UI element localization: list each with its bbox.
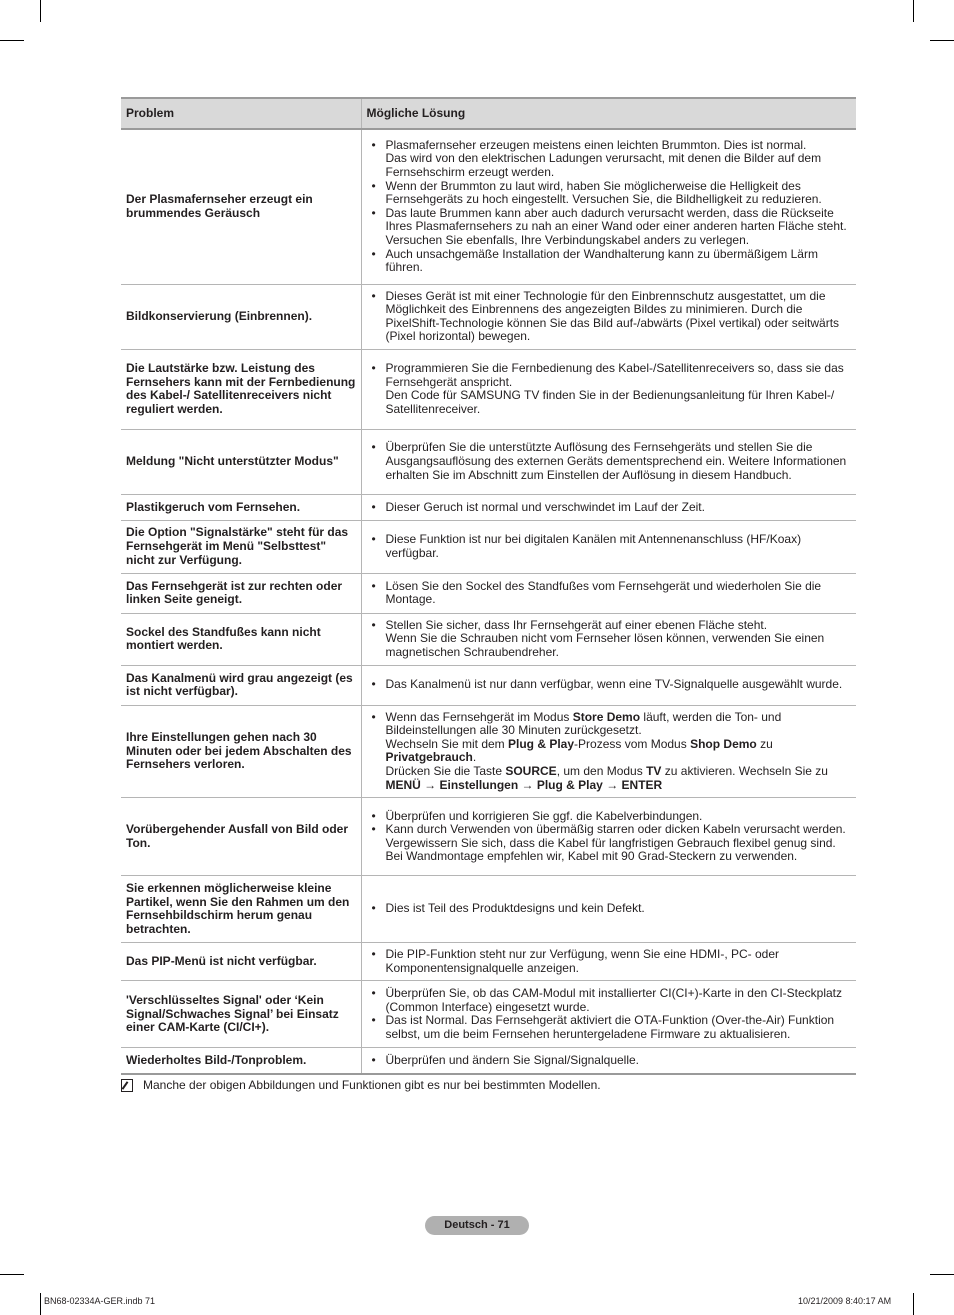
crop-mark bbox=[0, 40, 24, 41]
solution-item bbox=[370, 248, 852, 275]
problem-cell: Die Lautstärke bzw. Leistung des Fernsehers kann mit der Fernbedienung des Kabel-/ Satellitenreceivers nicht reguliert werden. bbox=[121, 349, 361, 429]
text-run: Wenn das Fernsehgerät im Modus bbox=[385, 709, 573, 724]
header-solution: Mögliche Lösung bbox=[361, 98, 856, 129]
footer-file-info: BN68-02334A-GER.indb 71 bbox=[44, 1296, 156, 1306]
solution-text: • Das ist Normal. Das Fernsehgerät aktiviert die OTA-Funktion (Over-the-Air) Funktion selbst, um die beim Fernsehen heruntergeladene Firmware zu aktualisieren. bbox=[385, 1013, 835, 1041]
table-row bbox=[121, 129, 856, 284]
solution-text bbox=[386, 738, 852, 765]
solution-list bbox=[370, 533, 852, 560]
solution-text: • Überprüfen Sie die unterstützte Auflösung des Fernsehgeräts und stellen Sie die Ausgangsauflösung des externen Geräts dementsprechend ein. Weitere Informationen erhalten Sie im Abschnitt zum Einstellen der Auflösung in diesem Handbuch. bbox=[385, 440, 847, 482]
solution-text: • Kann durch Verwenden von übermäßig starren oder dicken Kabeln verursacht werden. Vergewissern Sie sich, dass die Kabel für langfristigen Gebrauch flexibel genug sind. Bei Wandmontage empfehlen wir, Kabel mit 90 Grad-Steckern zu verwenden. bbox=[385, 822, 846, 864]
solution-cell bbox=[361, 943, 856, 981]
table-row bbox=[121, 429, 856, 494]
keyword: TV bbox=[646, 764, 662, 779]
crop-mark bbox=[913, 0, 914, 22]
text-run: läuft, werden die Ton- und Bildeinstellungen alle 30 Minuten zurückgesetzt. bbox=[385, 709, 782, 738]
solution-item bbox=[370, 441, 852, 482]
solution-list bbox=[370, 139, 852, 275]
solution-list bbox=[370, 902, 852, 916]
text-run: , um den Modus bbox=[556, 764, 647, 779]
problem-cell: Die Option "Signalstärke" steht für das Fernsehgerät im Menü "Selbsttest" nicht zur Verfügung. bbox=[121, 520, 361, 573]
keyword: Store Demo bbox=[572, 709, 641, 724]
table-row bbox=[121, 284, 856, 349]
solution-cell bbox=[361, 520, 856, 573]
table-row bbox=[121, 1048, 856, 1074]
solution-cell bbox=[361, 573, 856, 613]
problem-cell: Der Plasmafernseher erzeugt ein brummendes Geräusch bbox=[121, 129, 361, 284]
table-row bbox=[121, 665, 856, 705]
solution-item bbox=[370, 180, 852, 207]
solution-list bbox=[370, 619, 852, 660]
solution-cell bbox=[361, 613, 856, 665]
crop-mark bbox=[0, 1274, 24, 1275]
problem-cell: 'Verschlüsseltes Signal' oder ‘Kein Signal/Schwaches Signal’ bei Einsatz einer CAM-Karte (CI/CI+). bbox=[121, 981, 361, 1048]
solution-item bbox=[370, 501, 852, 515]
keyword: MENÜ → Einstellungen → Plug & Play → ENTER bbox=[385, 777, 663, 792]
solution-list bbox=[370, 711, 852, 793]
solution-item bbox=[370, 580, 852, 607]
solution-cell bbox=[361, 876, 856, 943]
solution-text bbox=[386, 711, 852, 738]
table-row bbox=[121, 798, 856, 876]
solution-item bbox=[370, 823, 852, 864]
text-run: Wechseln Sie mit dem bbox=[385, 736, 508, 751]
text-run: Drücken Sie die Taste bbox=[385, 764, 506, 779]
solution-list bbox=[370, 580, 852, 607]
problem-cell: Vorübergehender Ausfall von Bild oder Ton. bbox=[121, 798, 361, 876]
solution-list bbox=[370, 948, 852, 975]
solution-text: • Stellen Sie sicher, dass Ihr Fernsehgerät auf einer ebenen Fläche steht. bbox=[385, 617, 768, 632]
keyword: SOURCE bbox=[505, 764, 557, 779]
solution-text: • Überprüfen und ändern Sie Signal/Signalquelle. bbox=[385, 1052, 640, 1067]
problem-cell: Das Fernsehgerät ist zur rechten oder linken Seite geneigt. bbox=[121, 573, 361, 613]
solution-item bbox=[370, 1014, 852, 1041]
solution-item bbox=[370, 139, 852, 180]
crop-mark bbox=[930, 1274, 954, 1275]
problem-cell: Das PIP-Menü ist nicht verfügbar. bbox=[121, 943, 361, 981]
keyword: Plug & Play bbox=[508, 736, 575, 751]
solution-list bbox=[370, 290, 852, 344]
solution-text bbox=[386, 765, 852, 792]
table-row bbox=[121, 876, 856, 943]
solution-cell bbox=[361, 798, 856, 876]
solution-text: • Diese Funktion ist nur bei digitalen Kanälen mit Antennenanschluss (HF/Koax) verfügbar. bbox=[385, 532, 802, 560]
solution-list bbox=[370, 501, 852, 515]
problem-cell: Ihre Einstellungen gehen nach 30 Minuten oder bei jedem Abschalten des Fernsehers verloren. bbox=[121, 705, 361, 798]
solution-text: • Das Kanalmenü ist nur dann verfügbar, wenn eine TV-Signalquelle ausgewählt wurde. bbox=[385, 677, 843, 692]
solution-item bbox=[370, 711, 852, 793]
solution-text: • Dieser Geruch ist normal und verschwindet im Lauf der Zeit. bbox=[385, 499, 705, 514]
crop-mark bbox=[913, 1293, 914, 1315]
text-run: zu bbox=[756, 736, 773, 751]
solution-text: • Überprüfen und korrigieren Sie ggf. die Kabelverbindungen. bbox=[385, 808, 703, 823]
solution-list bbox=[370, 441, 852, 482]
problem-cell: Plastikgeruch vom Fernsehen. bbox=[121, 494, 361, 520]
solution-item bbox=[370, 362, 852, 416]
solution-cell bbox=[361, 129, 856, 284]
table-row bbox=[121, 349, 856, 429]
solution-text: • Überprüfen Sie, ob das CAM-Modul mit installierter CI(CI+)-Karte in den CI-Steckplatz (Common Interface) eingesetzt wurde. bbox=[385, 986, 843, 1014]
problem-cell: Wiederholtes Bild-/Tonproblem. bbox=[121, 1048, 361, 1074]
crop-mark bbox=[40, 1293, 41, 1315]
problem-cell: Das Kanalmenü wird grau angezeigt (es ist nicht verfügbar). bbox=[121, 665, 361, 705]
solution-text: • Dieses Gerät ist mit einer Technologie für den Einbrennschutz ausgestattet, um die Möglichkeit des Einbrennens des angezeigten Bildes zu minimieren. Durch die PixelShift-Technologie können Sie das Bild auf-/abwärts (Pixel vertikal) oder seitwärts (Pixel horizontal) bewegen. bbox=[385, 288, 840, 344]
table-row bbox=[121, 981, 856, 1048]
text-run: zu aktivieren. Wechseln Sie zu bbox=[661, 764, 828, 779]
keyword: Shop Demo bbox=[690, 736, 757, 751]
solution-item bbox=[370, 902, 852, 916]
table-row bbox=[121, 520, 856, 573]
keyword: Privatgebrauch bbox=[385, 750, 473, 765]
table-row bbox=[121, 705, 856, 798]
problem-cell: Sie erkennen möglicherweise kleine Partikel, wenn Sie den Rahmen um den Fernsehbildschirm herum genau betrachten. bbox=[121, 876, 361, 943]
footnote-text: Manche der obigen Abbildungen und Funktionen gibt es nur bei bestimmten Modellen. bbox=[143, 1078, 601, 1092]
solution-list bbox=[370, 678, 852, 692]
solution-text: • Die PIP-Funktion steht nur zur Verfügung, wenn Sie eine HDMI-, PC- oder Komponentensignalquelle anzeigen. bbox=[385, 947, 780, 975]
solution-text: Wenn Sie die Schrauben nicht vom Fernseher lösen können, verwenden Sie einen magnetischen Schraubendreher. bbox=[385, 631, 825, 660]
solution-text: • Lösen Sie den Sockel des Standfußes vom Fernsehgerät und wiederholen Sie die Montage. bbox=[385, 578, 822, 607]
solution-text: • Dies ist Teil des Produktdesigns und kein Defekt. bbox=[385, 901, 645, 916]
solution-list bbox=[370, 1054, 852, 1068]
table-row bbox=[121, 494, 856, 520]
solution-list bbox=[370, 987, 852, 1041]
solution-item bbox=[370, 290, 852, 344]
solution-cell bbox=[361, 1048, 856, 1074]
crop-mark bbox=[40, 0, 41, 22]
solution-text: • Auch unsachgemäße Installation der Wandhalterung kann zu übermäßigem Lärm führen. bbox=[385, 246, 818, 275]
solution-text: Das wird von den elektrischen Ladungen verursacht, mit denen die Bilder auf dem Fernsehschirm erzeugt werden. bbox=[385, 151, 822, 179]
solution-cell bbox=[361, 429, 856, 494]
solution-cell bbox=[361, 284, 856, 349]
footnote bbox=[121, 1078, 601, 1092]
note-pencil-icon bbox=[121, 1079, 133, 1092]
solution-cell bbox=[361, 705, 856, 798]
solution-cell bbox=[361, 981, 856, 1048]
solution-cell bbox=[361, 665, 856, 705]
solution-text: • Wenn der Brummton zu laut wird, haben Sie möglicherweise die Helligkeit des Fernsehgeräts zu hoch eingestellt. Versuchen Sie, die Bildhelligkeit zu reduzieren. bbox=[385, 178, 822, 207]
solution-cell bbox=[361, 494, 856, 520]
solution-text: • Plasmafernseher erzeugen meistens einen leichten Brummton. Dies ist normal. bbox=[385, 137, 807, 152]
troubleshooting-table bbox=[121, 97, 856, 1075]
text-run: -Prozess vom Modus bbox=[574, 736, 691, 751]
solution-item bbox=[370, 619, 852, 660]
solution-item bbox=[370, 810, 852, 824]
solution-item bbox=[370, 678, 852, 692]
text-run: . bbox=[472, 750, 477, 765]
solution-item bbox=[370, 207, 852, 248]
solution-cell bbox=[361, 349, 856, 429]
solution-list bbox=[370, 362, 852, 416]
solution-item bbox=[370, 948, 852, 975]
table-row bbox=[121, 943, 856, 981]
table-row bbox=[121, 613, 856, 665]
solution-item bbox=[370, 533, 852, 560]
page-number-badge: Deutsch - 71 bbox=[425, 1216, 529, 1235]
problem-cell: Sockel des Standfußes kann nicht montiert werden. bbox=[121, 613, 361, 665]
table-body bbox=[121, 129, 856, 1074]
solution-text: • Das laute Brummen kann aber auch dadurch verursacht werden, dass die Rückseite Ihres Plasmafernsehers zu nah an einer Wand oder einer anderen harten Fläche steht. Versuchen Sie ebenfalls, Ihre Verbindungskabel anders zu verlegen. bbox=[385, 205, 847, 247]
table-row bbox=[121, 573, 856, 613]
solution-list bbox=[370, 810, 852, 864]
solution-item bbox=[370, 987, 852, 1014]
problem-cell: Bildkonservierung (Einbrennen). bbox=[121, 284, 361, 349]
header-problem: Problem bbox=[121, 98, 361, 129]
table-header-row bbox=[121, 98, 856, 129]
solution-text: • Programmieren Sie die Fernbedienung des Kabel-/Satellitenreceivers so, dass sie das Fernsehgerät anspricht. bbox=[385, 361, 844, 389]
solution-item bbox=[370, 1054, 852, 1068]
solution-text: Den Code für SAMSUNG TV finden Sie in der Bedienungsanleitung für Ihren Kabel-/ Satellitenreceiver. bbox=[385, 388, 835, 416]
problem-cell: Meldung "Nicht unterstützter Modus" bbox=[121, 429, 361, 494]
crop-mark bbox=[930, 40, 954, 41]
footer-timestamp: 10/21/2009 8:40:17 AM bbox=[798, 1296, 892, 1306]
